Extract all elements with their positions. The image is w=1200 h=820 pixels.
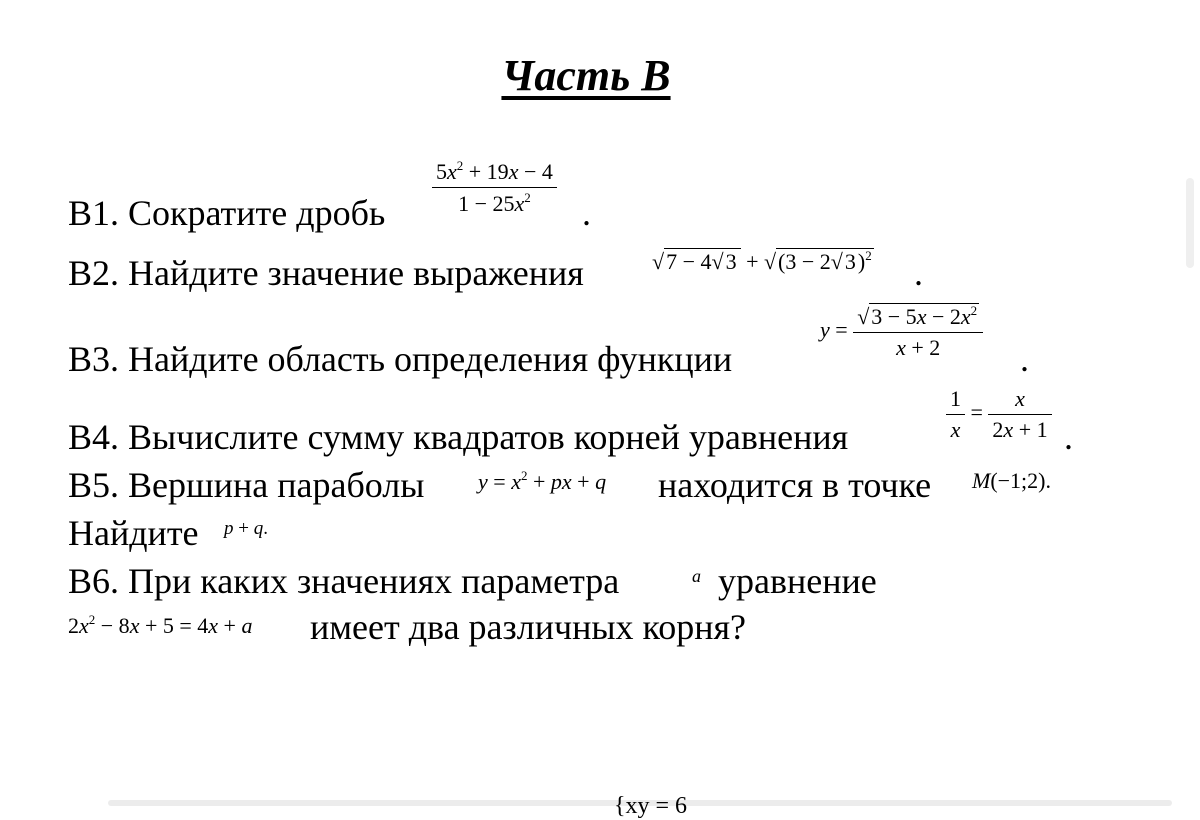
problem-b4	[68, 416, 848, 458]
problem-b6-text1: В6. При каких значениях параметра	[68, 561, 620, 601]
problem-b3	[68, 338, 732, 380]
problem-b1-text: В1. Сократите дробь	[68, 193, 386, 233]
next-problem-formula-cut: {xy = 6	[614, 793, 688, 819]
b6-equation: $2x^2 - 8x + 5 = 4x + a$	[68, 612, 253, 638]
problem-b4-period: .	[1064, 417, 1073, 457]
problem-b4-text: В4. Вычислите сумму квадратов корней уравнения	[68, 417, 849, 457]
b6-parameter: a	[692, 566, 701, 586]
b3-function: y = $\frac{√3 - 5x - 2x^2}{x + 2}$	[820, 303, 983, 361]
problem-b6	[68, 560, 619, 602]
problem-b5-text3: Найдите	[68, 513, 199, 553]
problem-b2	[68, 252, 584, 294]
b5-parabola: $y = x^2$ + px + q	[478, 468, 607, 494]
vertical-scrollbar[interactable]	[1186, 178, 1194, 268]
b1-fraction: $\frac{5x^2 + 19x - 4}{1 - 25x^2}$	[432, 158, 557, 217]
problem-b6-text2: уравнение	[718, 561, 877, 601]
problem-b2-text: В2. Найдите значение выражения	[68, 253, 584, 293]
problem-b1	[68, 192, 385, 234]
problem-b1-period: .	[582, 193, 591, 233]
b5-point: M(−1;2).	[972, 468, 1051, 493]
problem-b5-text1: В5. Вершина параболы	[68, 465, 425, 505]
problem-b5	[68, 464, 424, 506]
b2-expression: $√7 - 4√3 + √(3 - 2√3)^2$	[652, 248, 872, 274]
b5-target: p + q.	[224, 518, 268, 539]
problem-b3-text: В3. Найдите область определения функции	[68, 339, 733, 379]
problem-b5-text2: находится в точке	[658, 465, 932, 505]
problem-b5-line2	[68, 512, 199, 554]
problem-b3-period: .	[1020, 339, 1029, 379]
b4-equation: $\frac{1}{x}$ = $\frac{x}{2x + 1}$	[946, 386, 1052, 443]
problem-b2-period: .	[914, 253, 923, 293]
problem-b6-text3: имеет два различных корня?	[310, 607, 747, 647]
page-title: Часть В	[501, 51, 671, 100]
